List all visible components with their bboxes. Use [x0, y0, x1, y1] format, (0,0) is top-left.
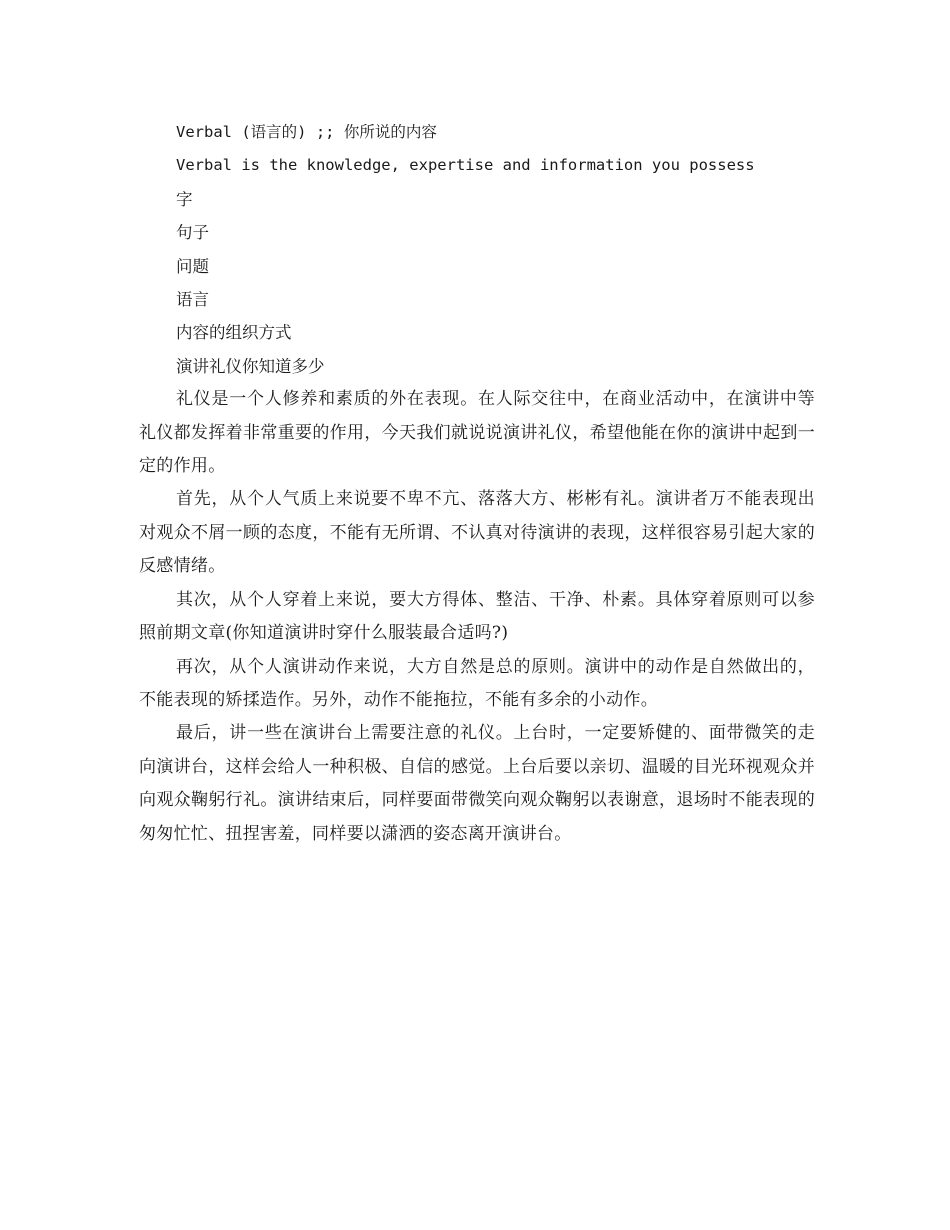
verbal-definition-line: Verbal is the knowledge, expertise and information you possess	[176, 156, 755, 175]
paragraph-intro: 礼仪是一个人修养和素质的外在表现。在人际交往中，在商业活动中，在演讲中等礼仪都发挥着非常重要的作用，今天我们就说说演讲礼仪，希望他能在你的演讲中起到一定的作用。	[139, 389, 815, 477]
paragraph-temperament: 首先，从个人气质上来说要不卑不亢、落落大方、彬彬有礼。演讲者万不能表现出对观众不屑一顾的态度，不能有无所谓、不认真对待演讲的表现，这样很容易引起大家的反感情绪。	[139, 489, 815, 577]
list-item-language: 语言	[176, 290, 209, 310]
list-item-sentence: 句子	[176, 223, 209, 243]
section-title: 演讲礼仪你知道多少	[176, 356, 325, 376]
list-item-question: 问题	[176, 256, 209, 276]
paragraph-attire: 其次，从个人穿着上来说，要大方得体、整洁、干净、朴素。具体穿着原则可以参照前期文章(你知道演讲时穿什么服装最合适吗?)	[139, 589, 815, 644]
list-item-content-organization: 内容的组织方式	[176, 323, 292, 343]
paragraph-stage-etiquette: 最后，讲一些在演讲台上需要注意的礼仪。上台时，一定要矫健的、面带微笑的走向演讲台，这样会给人一种积极、自信的感觉。上台后要以亲切、温暖的目光环视观众并向观众鞠躬行礼。演讲结束后，同样要面带微笑向观众鞠躬以表谢意，退场时不能表现的匆匆忙忙、扭捏害羞，同样要以潇洒的姿态离开演讲台。	[139, 723, 815, 844]
document-body	[139, 116, 815, 851]
paragraph-gestures: 再次，从个人演讲动作来说，大方自然是总的原则。演讲中的动作是自然做出的，不能表现的矫揉造作。另外，动作不能拖拉，不能有多余的小动作。	[139, 656, 815, 710]
verbal-heading-line: Verbal (语言的) ;; 你所说的内容	[176, 123, 437, 141]
list-item-word: 字	[176, 189, 193, 209]
